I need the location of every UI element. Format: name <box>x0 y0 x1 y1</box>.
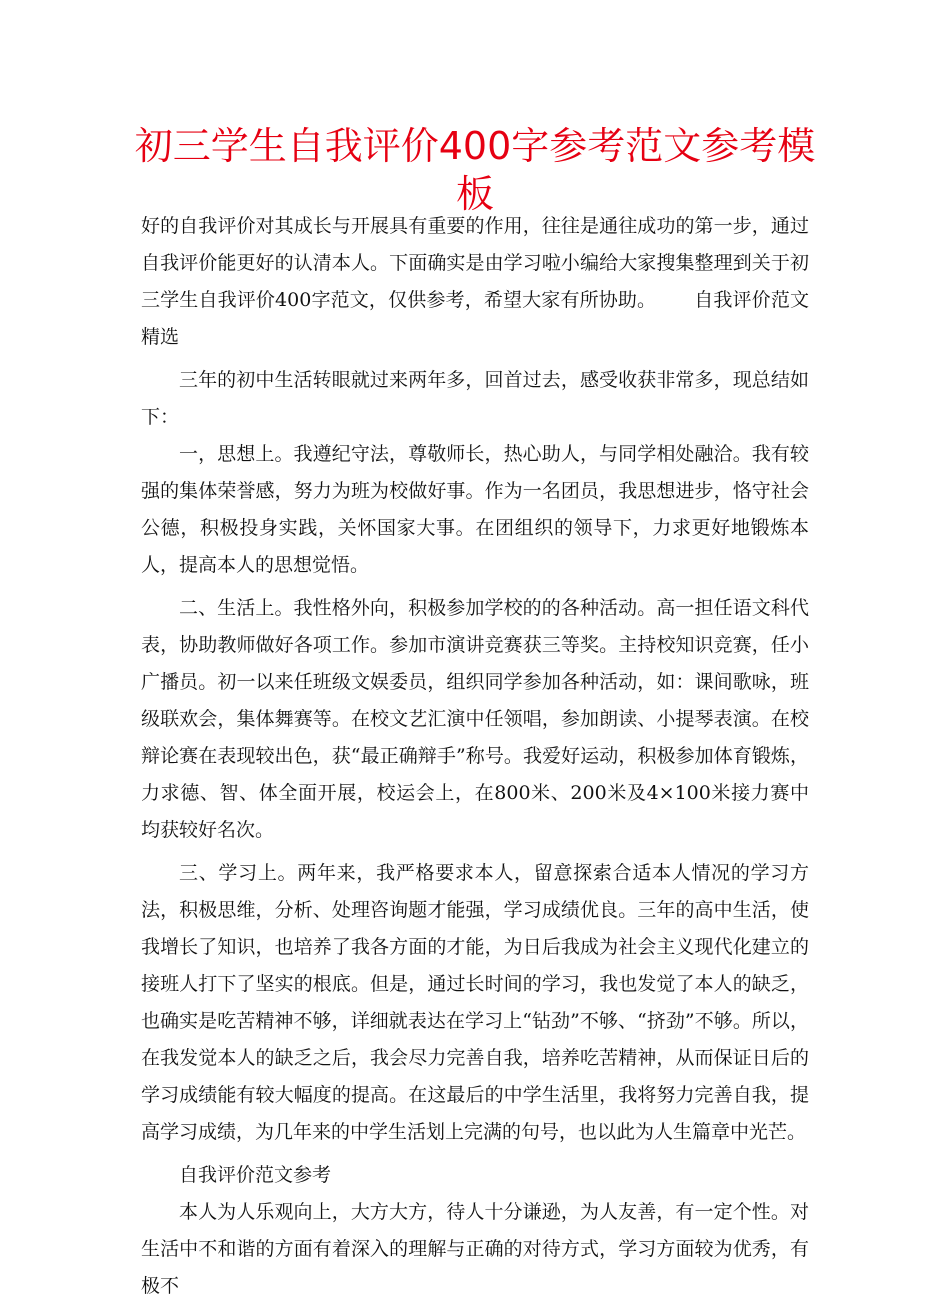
section-heading-selected: 自我评价范文精选 <box>141 289 809 348</box>
paragraph-life: 二、生活上。我性格外向，积极参加学校的的各种活动。高一担任语文科代表，协助教师做好各项工作。参加市演讲竞赛获三等奖。主持校知识竞赛，任小广播员。初一以来任班级文娱委员，组织同学参加各种活动，如：课间歌咏，班级联欢会，集体舞赛等。在校文艺汇演中任领唱，参加朗读、小提琴表演。在校辩论赛在表现较出色，获“最正确辩手”称号。我爱好运动，积极参加体育锻炼，力求德、智、体全面开展，校运会上，在800米、200米及4×100米接力赛中均获较好名次。 <box>141 597 809 841</box>
section-heading-reference: 自我评价范文参考 <box>179 1164 332 1186</box>
intro-text: 好的自我评价对其成长与开展具有重要的作用，往往是通往成功的第一步，通过自我评价能更好的认清本人。下面确实是由学习啦小编给大家搜集整理到关于初三学生自我评价400字范文，仅供参考，希望大家有所协助。 <box>141 215 809 311</box>
paragraph-reference: 本人为人乐观向上，大方大方，待人十分谦逊，为人友善，有一定个性。对生活中不和谐的方面有着深入的理解与正确的对待方式，学习方面较为优秀，有极不 <box>141 1201 809 1297</box>
document-body <box>141 208 809 1305</box>
paragraph-study: 三、学习上。两年来，我严格要求本人，留意探索合适本人情况的学习方法，积极思维，分析、处理咨询题才能强，学习成绩优良。三年的高中生活，使我增长了知识，也培养了我各方面的才能，为日后我成为社会主义现代化建立的接班人打下了坚实的根底。但是，通过长时间的学习，我也发觉了本人的缺乏，也确实是吃苦精神不够，详细就表达在学习上“钻劲”不够、“挤劲”不够。所以，在我发觉本人的缺乏之后，我会尽力完善自我，培养吃苦精神，从而保证日后的学习成绩能有较大幅度的提高。在这最后的中学生活里，我将努力完善自我，提高学习成绩，为几年来的中学生活划上完满的句号，也以此为人生篇章中光芒。 <box>141 862 809 1143</box>
intro-paragraph <box>141 208 809 356</box>
document-title: 初三学生自我评价400字参考范文参考模板 <box>134 124 816 216</box>
paragraph-summary: 三年的初中生活转眼就过来两年多，回首过去，感受收获非常多，现总结如下： <box>141 369 809 428</box>
paragraph-thought: 一，思想上。我遵纪守法，尊敬师长，热心助人，与同学相处融洽。我有较强的集体荣誉感，努力为班为校做好事。作为一名团员，我思想进步，恪守社会公德，积极投身实践，关怀国家大事。在团组织的领导下，力求更好地锻炼本人，提高本人的思想觉悟。 <box>141 443 809 576</box>
